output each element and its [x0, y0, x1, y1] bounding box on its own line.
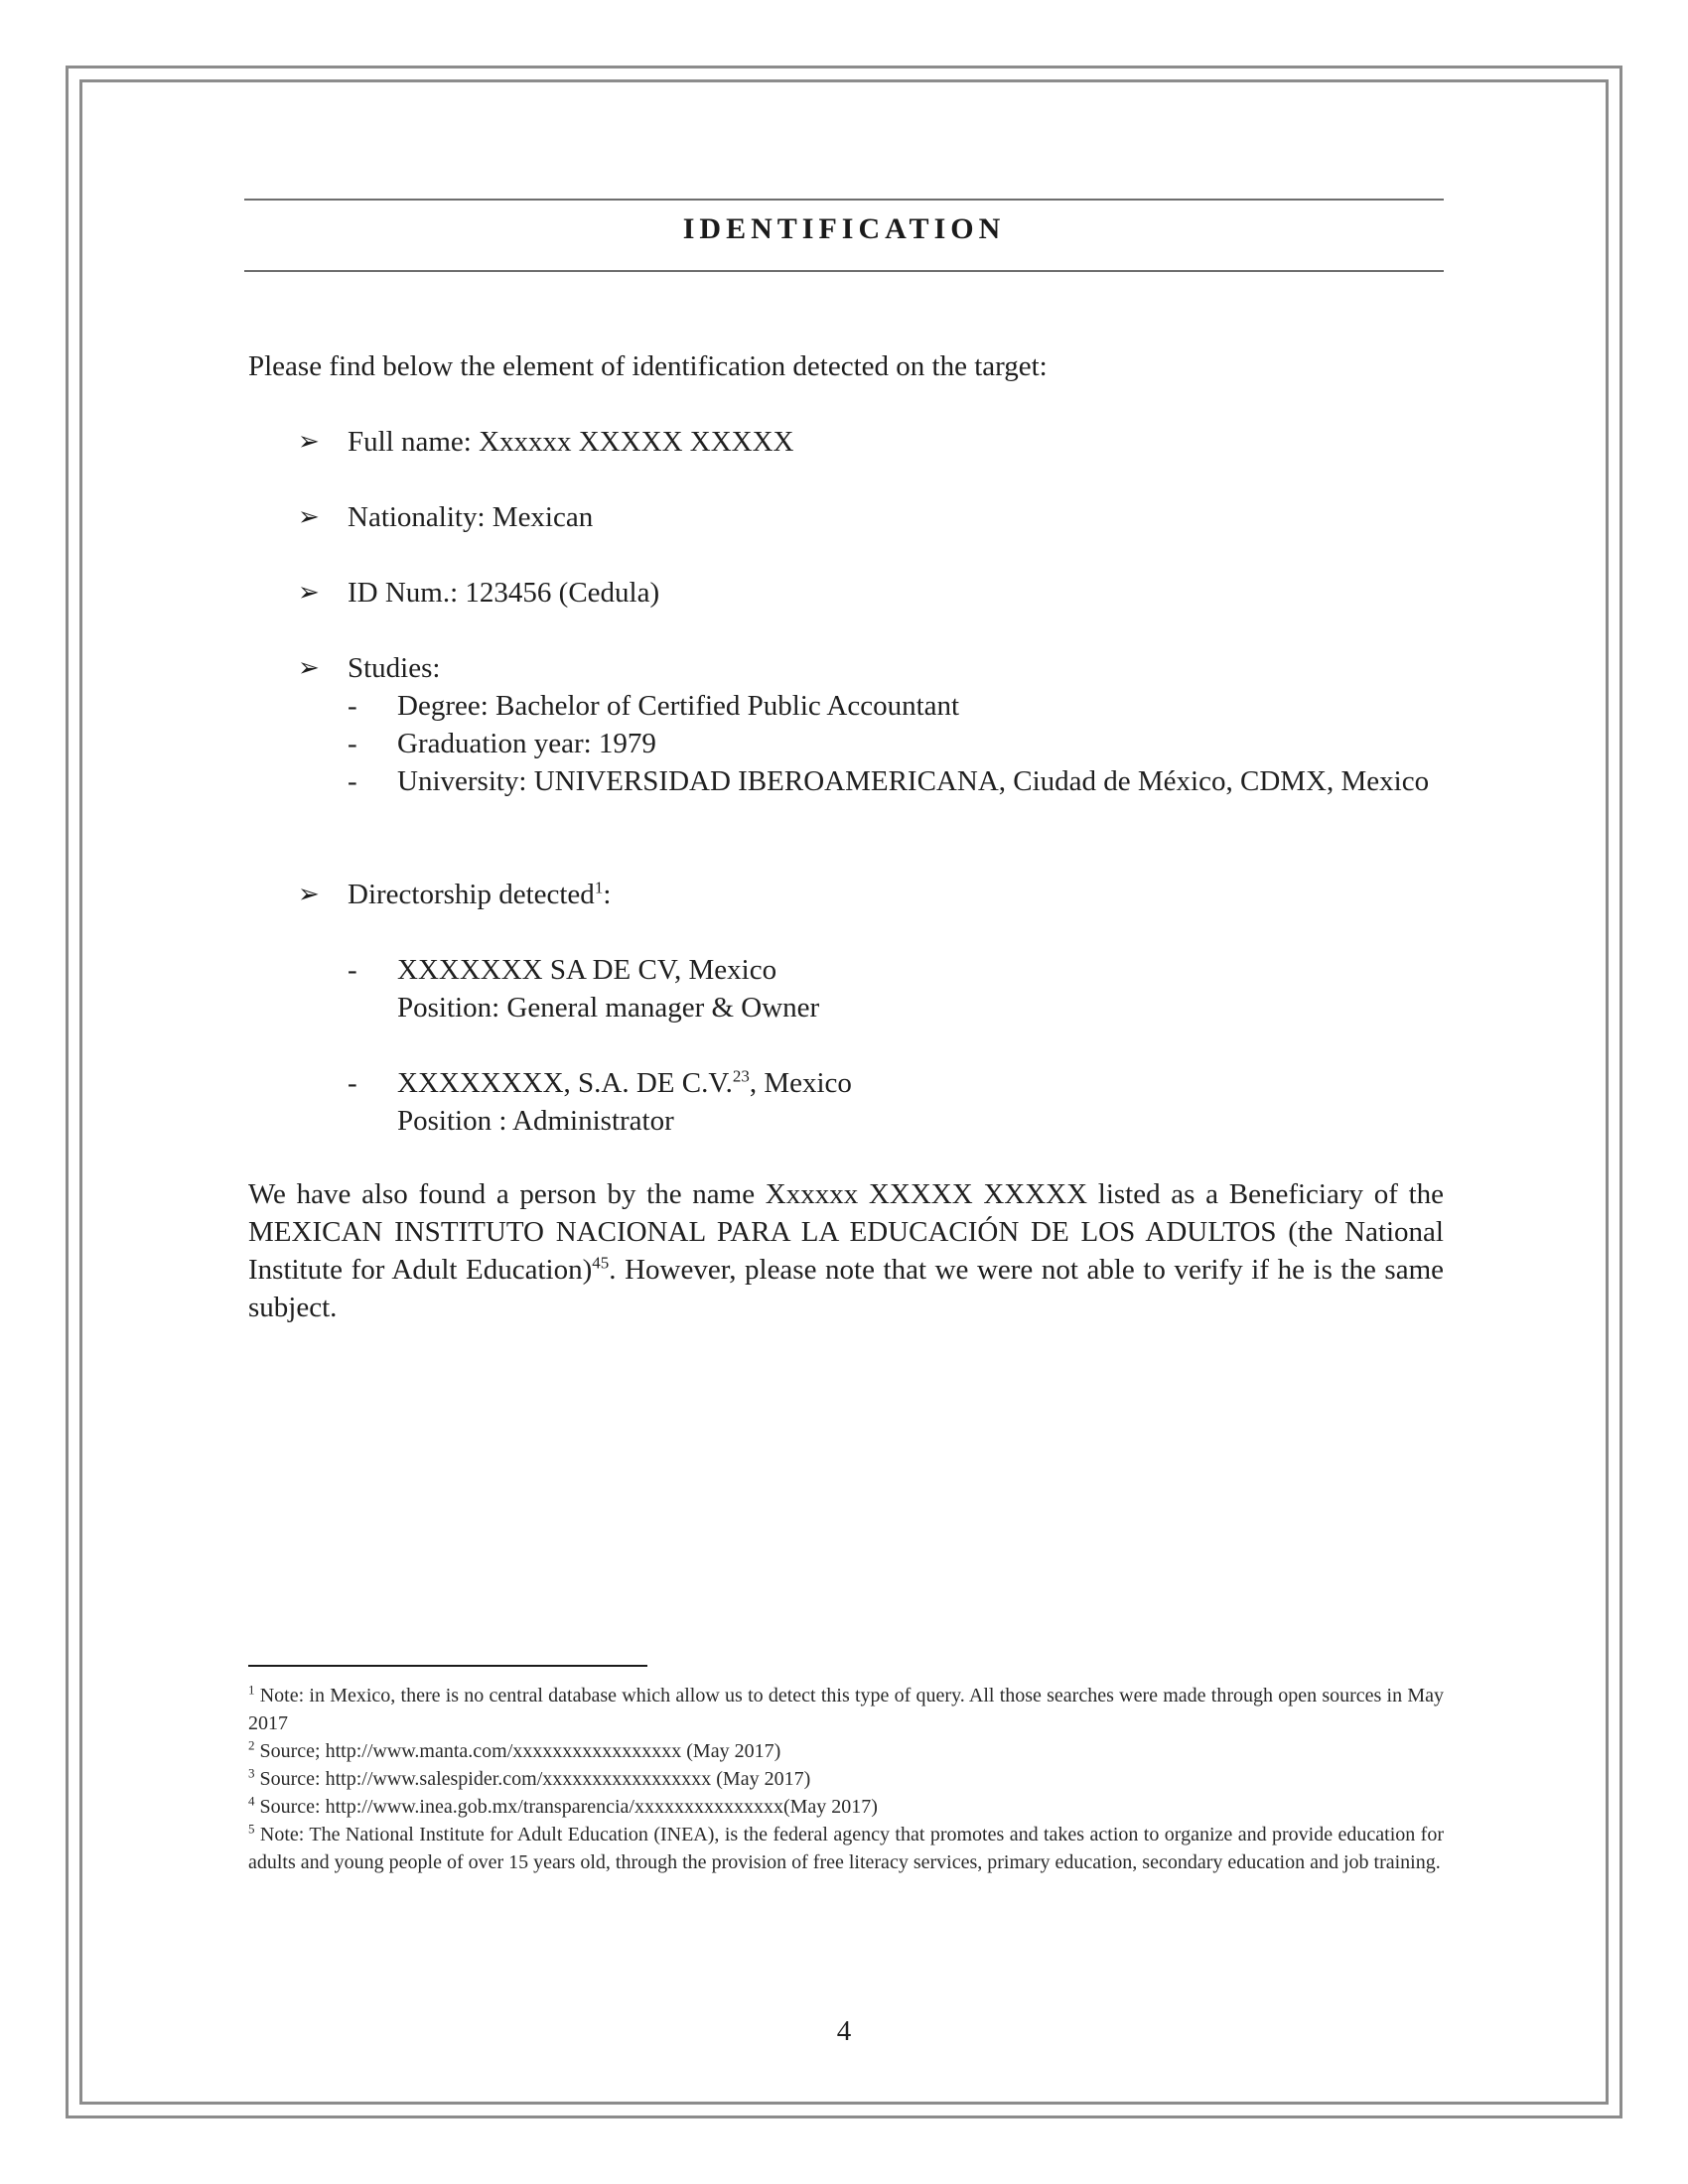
- arrow-bullet-icon: ➢: [298, 427, 320, 456]
- arrow-bullet-icon: ➢: [298, 653, 320, 682]
- directorship-colon: :: [603, 879, 612, 910]
- intro-text: Please find below the element of identification detected on the target:: [248, 350, 1048, 382]
- dash-marker: -: [348, 1067, 357, 1099]
- footnote-text: Note: The National Institute for Adult Education (INEA), is the federal agency that promotes and takes action to organize and provide education for adults and young people of over 15 years old, through the provision of free literacy services, primary education, secondary education and job training.: [248, 1824, 1444, 1873]
- id-num-text: ID Num.: 123456 (Cedula): [348, 577, 660, 609]
- dash-marker: -: [348, 690, 357, 722]
- directorship-company-2-line: [397, 1064, 1444, 1102]
- section-title: IDENTIFICATION: [682, 212, 1006, 245]
- arrow-bullet-icon: ➢: [298, 880, 320, 908]
- university-text: University: UNIVERSIDAD IBEROAMERICANA, Ciudad de México, CDMX, Mexico: [397, 765, 1430, 797]
- footnote-number: 1: [248, 1682, 255, 1698]
- dash-marker: -: [348, 765, 357, 797]
- footnote-ref-23: 23: [732, 1066, 750, 1086]
- dash-marker: -: [348, 954, 357, 986]
- directorship-position-2: Position : Administrator: [397, 1105, 674, 1137]
- paragraph-part-2: . However, please note that we were not able to verify if he is the same subject.: [248, 1254, 1444, 1323]
- dash-marker: -: [348, 728, 357, 759]
- footnote-number: 5: [248, 1821, 255, 1837]
- directorship-company-1: XXXXXXX SA DE CV, Mexico: [397, 954, 777, 986]
- footnote-ref-1: 1: [594, 878, 604, 897]
- page-number: 4: [836, 2015, 852, 2047]
- nationality-text: Nationality: Mexican: [348, 501, 594, 533]
- directorship-company-2: XXXXXXXX, S.A. DE C.V.: [397, 1067, 733, 1099]
- footnote-ref-45: 45: [592, 1253, 610, 1273]
- footnote-number: 4: [248, 1793, 255, 1809]
- footnote-text: Source: http://www.salespider.com/xxxxxxxxxxxxxxxxx (May 2017): [254, 1768, 811, 1790]
- footnote-1: [248, 1682, 1444, 1737]
- full-name-text: Full name: Xxxxxx XXXXX XXXXX: [348, 426, 794, 458]
- footnotes: [248, 1682, 1444, 1876]
- footnote-number: 3: [248, 1765, 255, 1781]
- directorship-text: Directorship detected: [348, 879, 595, 910]
- footnote-number: 2: [248, 1737, 255, 1753]
- directorship-company-2-country: , Mexico: [749, 1067, 852, 1099]
- title-bottom-rule: [244, 270, 1444, 272]
- directorship-label: [348, 876, 611, 913]
- footnote-5: [248, 1821, 1444, 1876]
- footnote-2: [248, 1737, 1444, 1765]
- footnote-separator: [248, 1665, 647, 1667]
- footnote-text: Source; http://www.manta.com/xxxxxxxxxxxxxxxxx (May 2017): [254, 1740, 781, 1762]
- arrow-bullet-icon: ➢: [298, 578, 320, 607]
- footnote-text: Source: http://www.inea.gob.mx/transparencia/xxxxxxxxxxxxxxx(May 2017): [254, 1796, 878, 1818]
- footnote-4: [248, 1793, 1444, 1821]
- graduation-text: Graduation year: 1979: [397, 728, 656, 759]
- footnote-text: Note: in Mexico, there is no central database which allow us to detect this type of query. All those searches were made through open sources in May 2017: [248, 1685, 1444, 1734]
- beneficiary-paragraph: [248, 1175, 1444, 1326]
- title-top-rule: [244, 199, 1444, 201]
- degree-text: Degree: Bachelor of Certified Public Accountant: [397, 690, 960, 722]
- footnote-3: [248, 1765, 1444, 1793]
- studies-text: Studies:: [348, 652, 441, 684]
- directorship-position-1: Position: General manager & Owner: [397, 992, 820, 1024]
- arrow-bullet-icon: ➢: [298, 502, 320, 531]
- paragraph-part-1: We have also found a person by the name Xxxxxx XXXXX XXXXX listed as a Beneficiary of the MEXICAN INSTITUTO NACIONAL PARA LA EDUCACIÓN DE LOS ADULTOS (the National Institute for Adult Education): [248, 1178, 1444, 1286]
